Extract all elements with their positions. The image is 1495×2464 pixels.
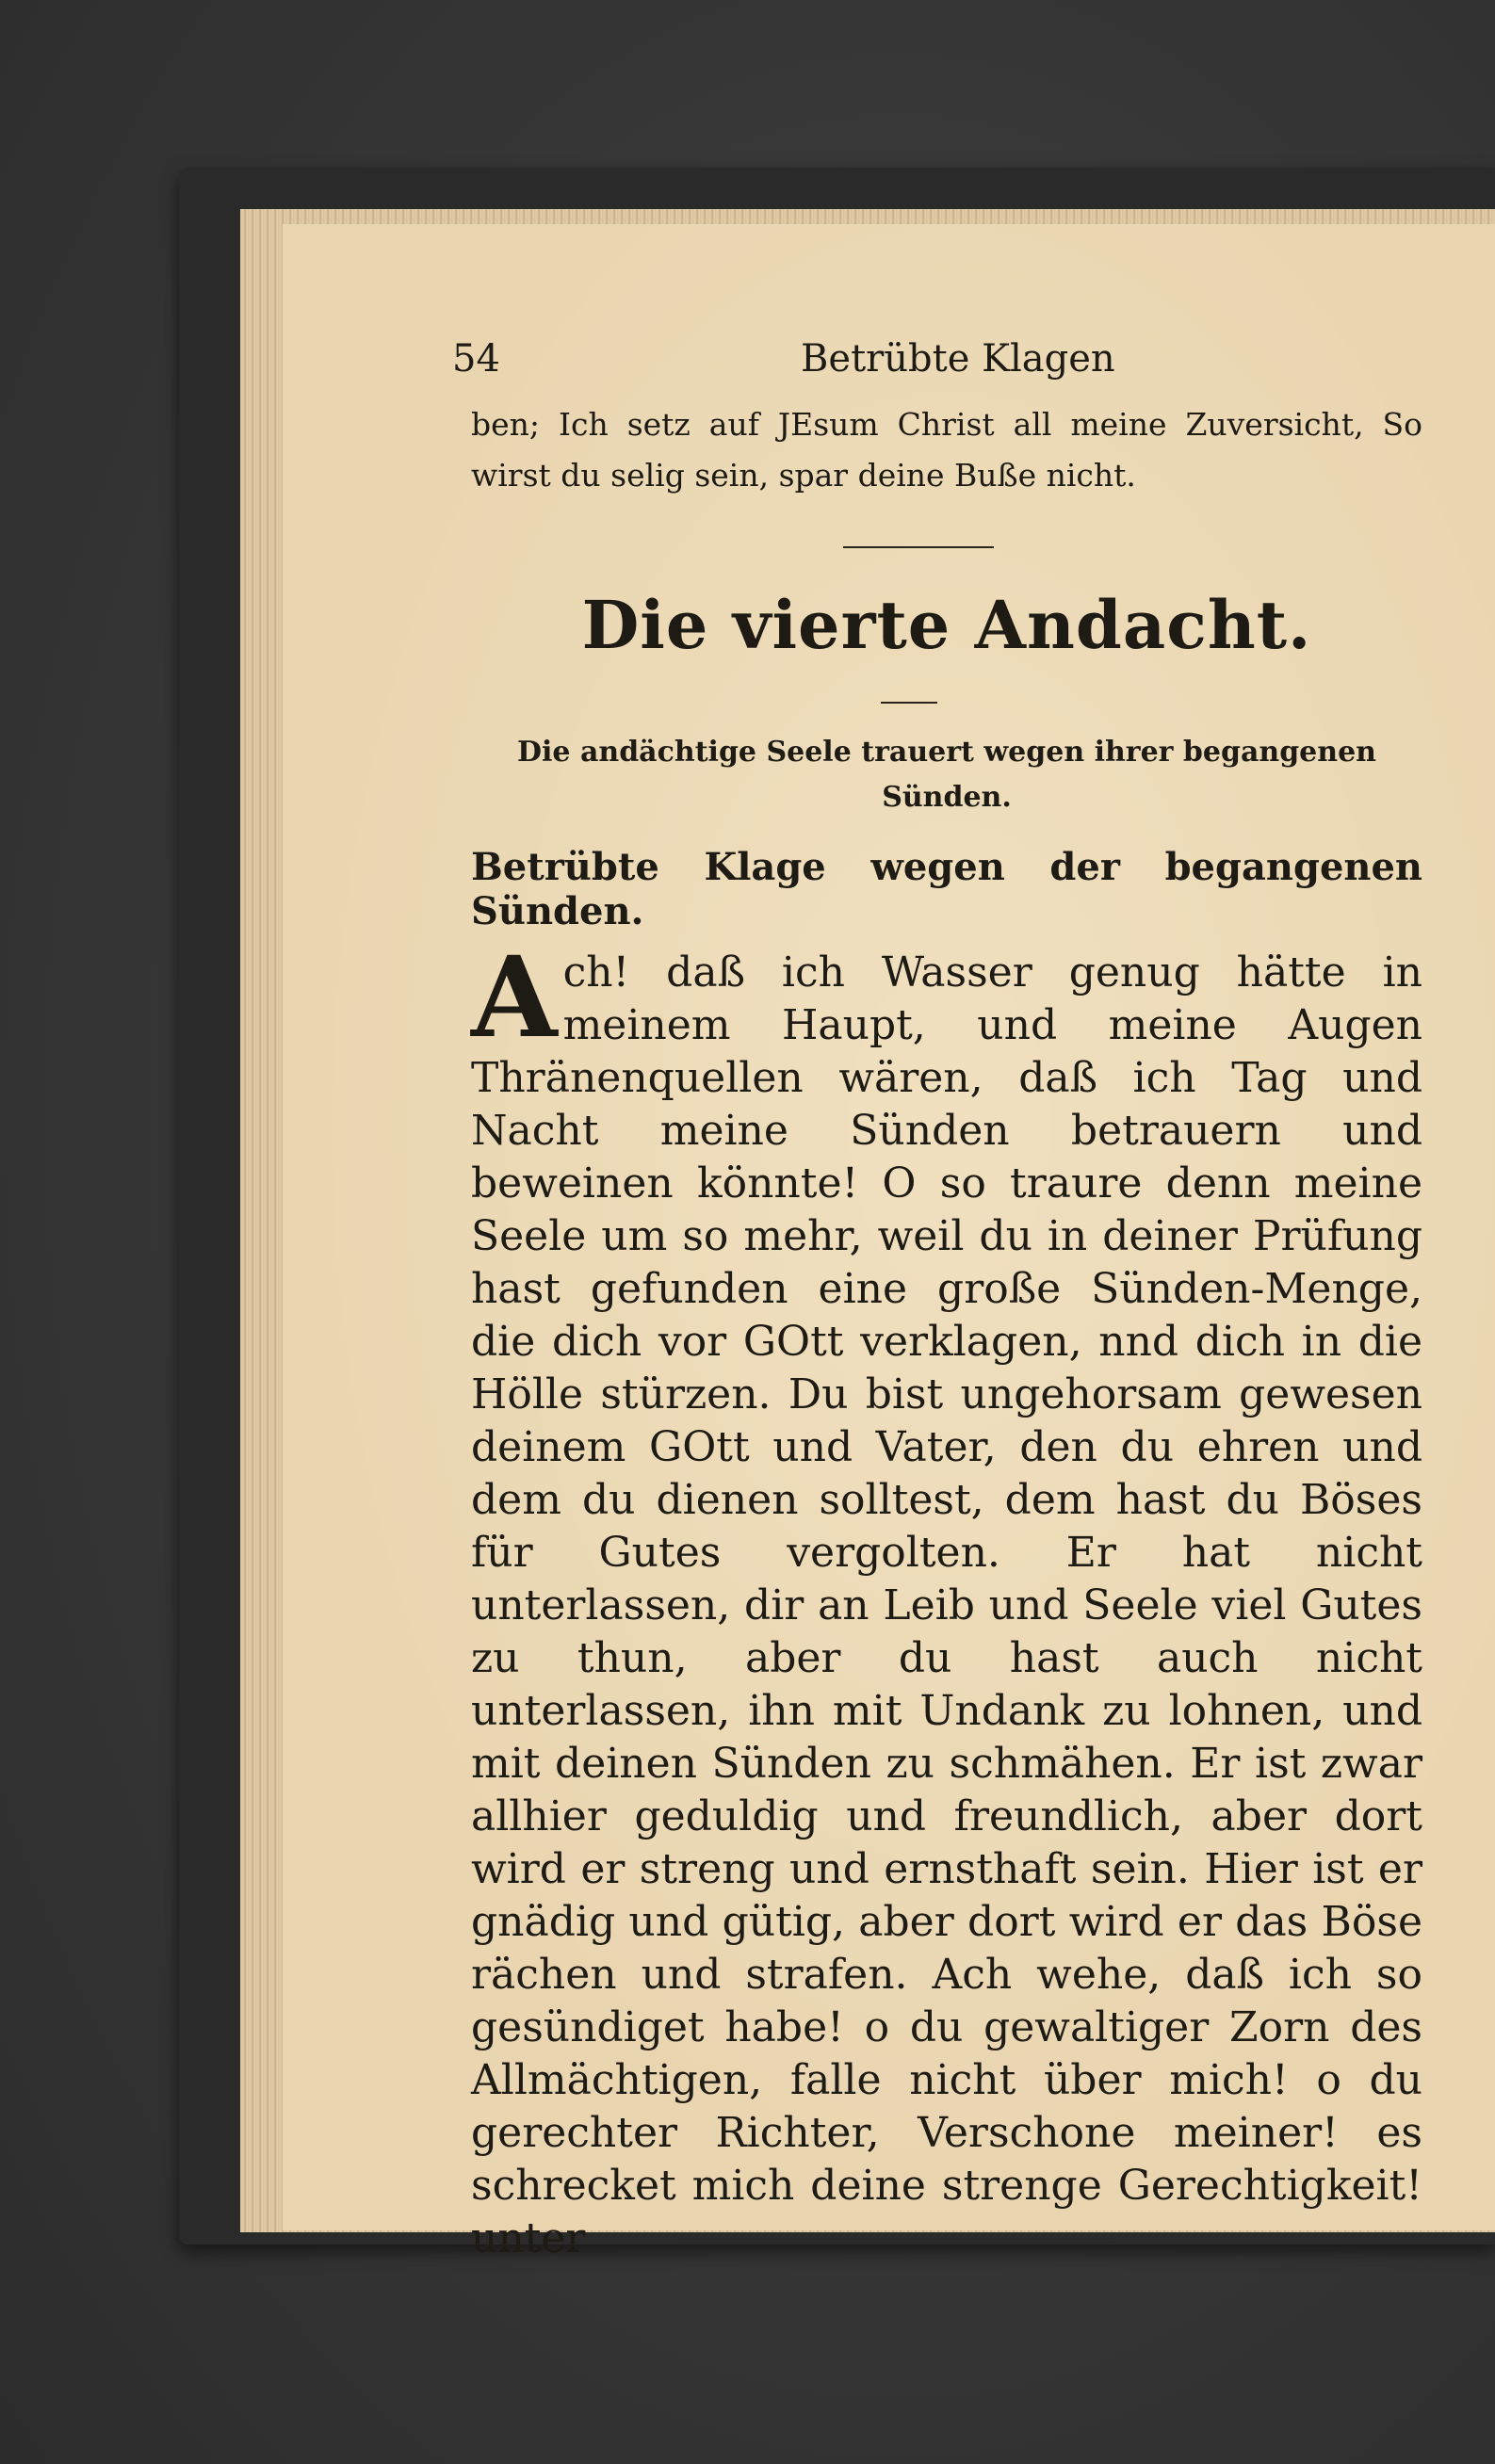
drop-cap: A [471, 932, 558, 1062]
section-heading: Die vierte Andacht. [581, 586, 1312, 664]
page-number: 54 [452, 337, 500, 381]
book-page [283, 224, 1495, 2262]
running-title: Betrübte Klagen [801, 337, 1115, 381]
prayer-title: Betrübte Klage wegen der begangenen Sünden. [471, 845, 1422, 933]
divider-rule-small [881, 702, 937, 704]
section-subtitle: Die andächtige Seele trauert wegen ihrer begangenen Sünden. [517, 736, 1376, 814]
divider-rule [843, 546, 994, 548]
prayer-body [471, 932, 1422, 2265]
prayer-text: ch! daß ich Wasser genug hätte in meinem Haupt, und meine Augen Thränenquellen wären, daß ich Tag und Nacht meine Sünden betrauern und beweinen könnte! O so traure denn meine Seele um so mehr, weil du in deiner Prüfung hast gefunden eine große Sünden-Menge, die dich vor GOtt verklagen, nnd dich in die Hölle stürzen. Du bist ungehorsam gewesen deinem GOtt und Vater, den du ehren und dem du dienen solltest, dem hast du Böses für Gutes vergolten. Er hat nicht unterlassen, dir an Leib und Seele viel Gutes zu thun, aber du hast auch nicht unterlassen, ihn mit Undank zu lohnen, und mit deinen Sünden zu schmähen. Er ist zwar allhier geduldig und freundlich, aber dort wird er streng und ernsthaft sein. Hier ist er gnädig und gütig, aber dort wird er das Böse rächen und strafen. Ach wehe, daß ich so gesündiget habe! o du gewaltiger Zorn des Allmächtigen, falle nicht über mich! o du gerechter Richter, Verschone meiner! es schrecket mich deine strenge Gerechtigkeit! unter [471, 948, 1422, 2262]
page-content [452, 337, 1422, 2265]
continuation-text: ben; Ich setz auf JEsum Christ all meine Zuversicht, So wirst du selig sein, spar deine Buße nicht. [471, 406, 1422, 494]
running-head [452, 337, 1422, 394]
